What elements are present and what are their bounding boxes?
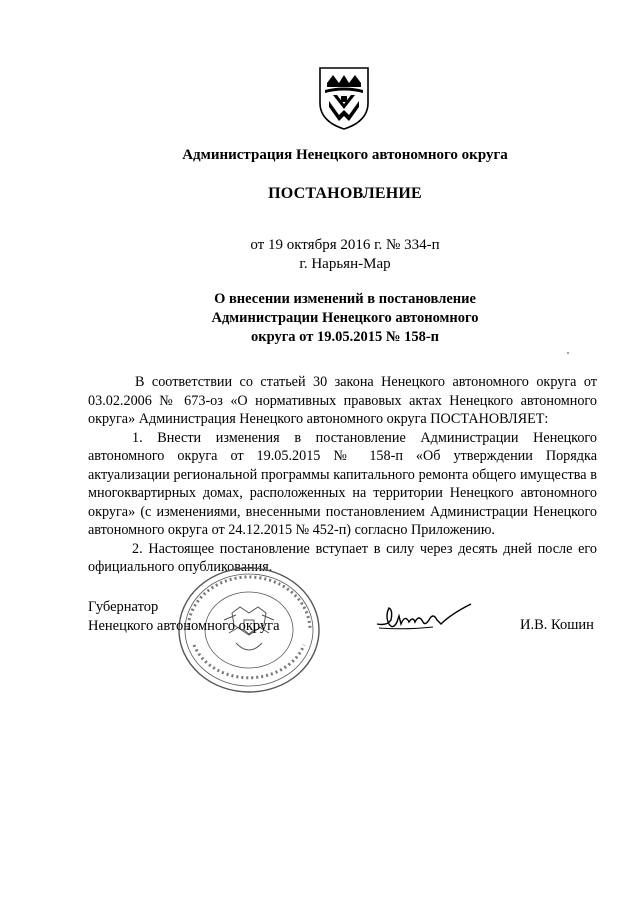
- signatory-name: И.В. Кошин: [520, 617, 594, 633]
- clause-1: 1. Внести изменения в постановление Администрации Ненецкого автономного округа от 19.05.2015 № 158-п «Об утверждении Порядка актуализации региональной программы капитального ремонта общего имущества в многоквартирных домах, расположенных на территории Ненецкого автономного округа» (с изменениями, внесенными постановлением Администрации Ненецкого автономного округа от 24.12.2015 № 452-п) согласно Приложению.: [88, 429, 597, 538]
- signatory-position: [88, 598, 280, 636]
- title-line: округа от 19.05.2015 № 158-п: [251, 329, 439, 345]
- clause-2: 2. Настоящее постановление вступает в силу через десять дней после его официального опубликования.: [88, 540, 597, 575]
- title-line: О внесении изменений в постановление: [214, 291, 476, 307]
- date-block: [0, 236, 640, 274]
- organization-name: Администрация Ненецкого автономного округа: [182, 147, 508, 163]
- handwritten-signature-icon: [375, 600, 475, 640]
- document-type: ПОСТАНОВЛЕНИЕ: [268, 185, 422, 202]
- title-line: Администрации Ненецкого автономного: [211, 310, 479, 326]
- document-date-number: от 19 октября 2016 г. № 334-п: [250, 237, 440, 253]
- preamble-paragraph: В соответствии со статьей 30 закона Ненецкого автономного округа от 03.02.2006 № 673-оз «О нормативных правовых актах Ненецкого автономного округа» Администрация Ненецкого автономного округа ПОСТАНОВЛЯЕТ:: [88, 374, 597, 427]
- position-region: Ненецкого автономного округа: [88, 618, 280, 634]
- document-body: [88, 373, 597, 577]
- coat-of-arms-icon: [317, 65, 371, 131]
- scan-speck: [567, 352, 569, 354]
- document-title: [0, 290, 640, 347]
- position-title: Губернатор: [88, 599, 159, 615]
- document-city: г. Нарьян-Мар: [299, 256, 391, 272]
